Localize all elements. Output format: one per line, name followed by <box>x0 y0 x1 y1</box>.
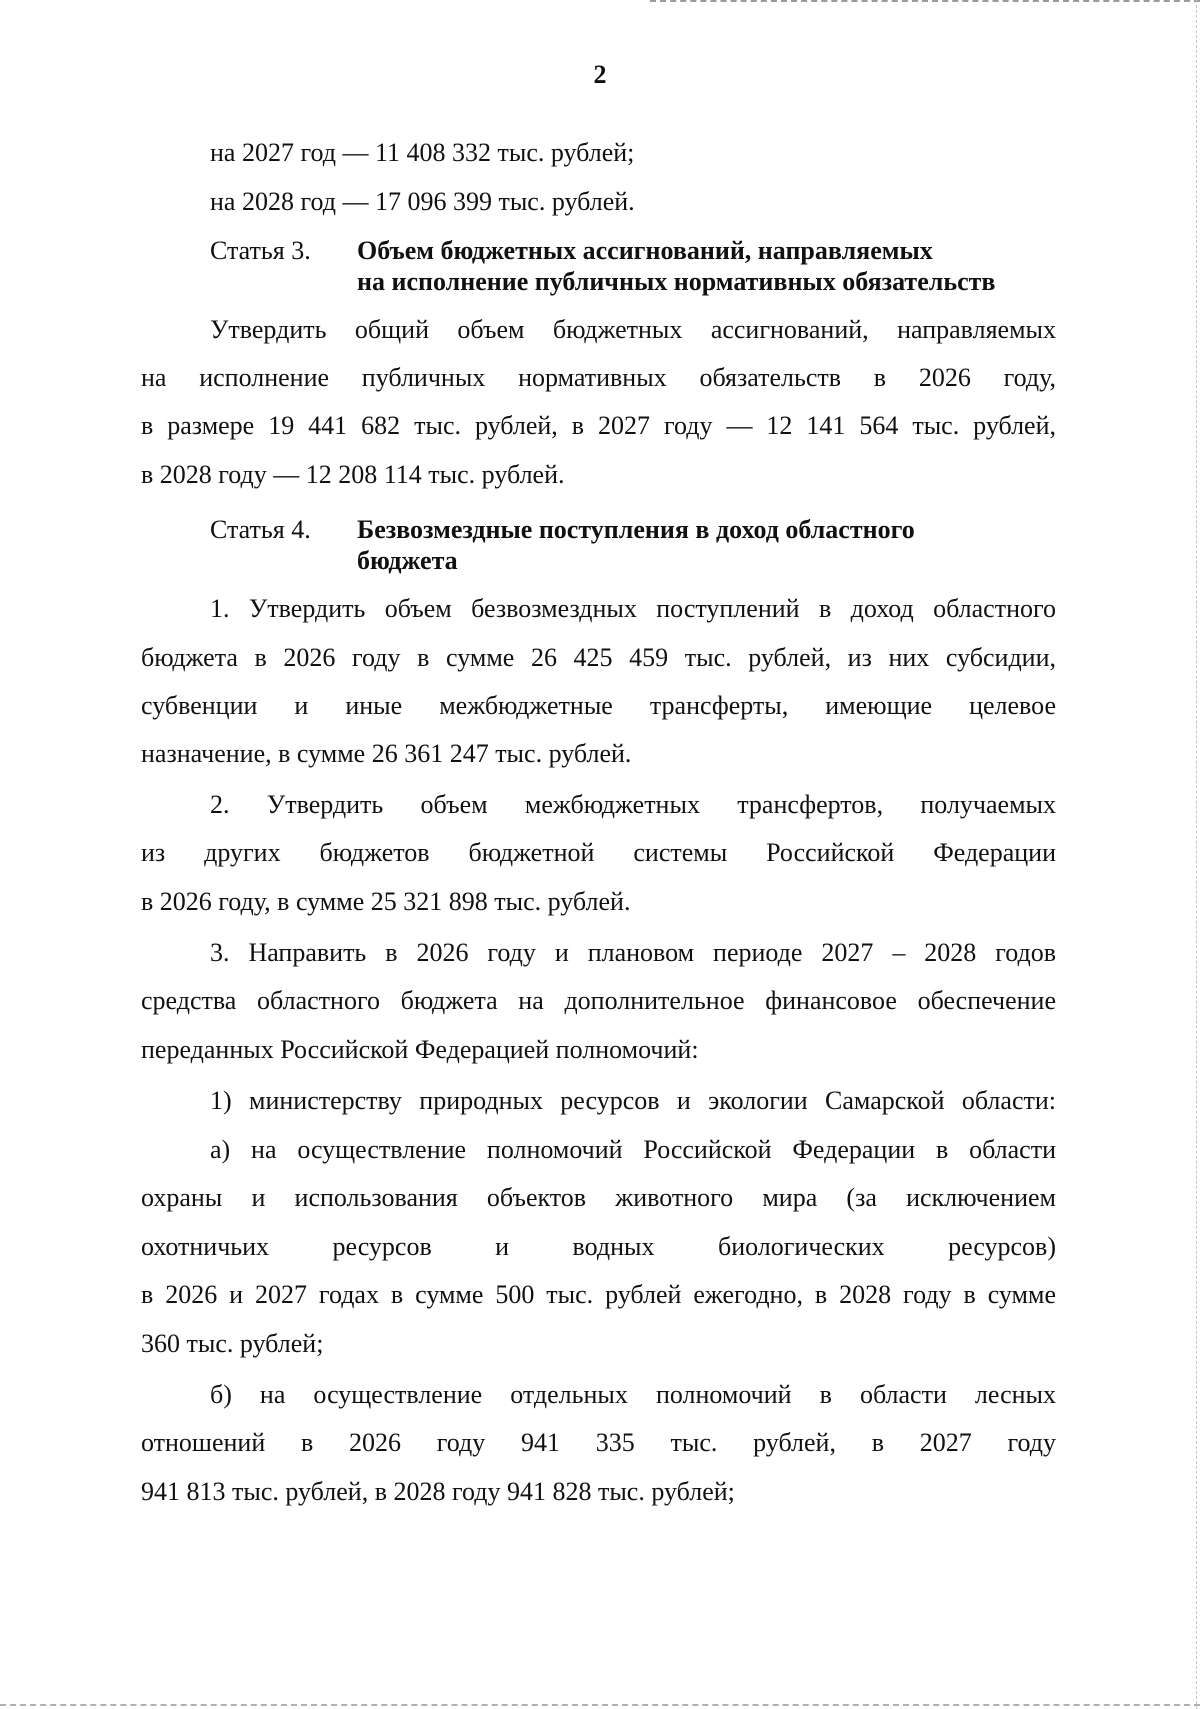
paragraph-line: охраны и использования объектов животного мира (за исключением <box>141 1183 1056 1212</box>
article-3-label: Статья 3. <box>210 236 311 265</box>
paragraph-line: 941 813 тыс. рублей, в 2028 году 941 828 тыс. рублей; <box>141 1477 735 1506</box>
paragraph-line: из других бюджетов бюджетной системы Российской Федерации <box>141 838 1056 867</box>
paragraph-line: назначение, в сумме 26 361 247 тыс. рублей. <box>141 739 632 768</box>
paragraph-line: 360 тыс. рублей; <box>141 1329 324 1358</box>
paragraph-line: б) на осуществление отдельных полномочий в области лесных <box>210 1380 1056 1409</box>
text-line: на 2027 год — 11 408 332 тыс. рублей; <box>210 138 635 167</box>
paragraph-line: в размере 19 441 682 тыс. рублей, в 2027 году — 12 141 564 тыс. рублей, <box>141 411 1056 440</box>
paragraph-line: в 2026 году, в сумме 25 321 898 тыс. рублей. <box>141 887 631 916</box>
scan-artifact-right <box>1196 0 1199 1709</box>
paragraph-line: субвенции и иные межбюджетные трансферты, имеющие целевое <box>141 691 1056 720</box>
paragraph-line: в 2026 и 2027 годах в сумме 500 тыс. рублей ежегодно, в 2028 году в сумме <box>141 1280 1056 1309</box>
paragraph-line: в 2028 году — 12 208 114 тыс. рублей. <box>141 460 565 489</box>
article-3-title-line-1: Объем бюджетных ассигнований, направляемых <box>357 236 933 265</box>
paragraph-line: средства областного бюджета на дополнительное финансовое обеспечение <box>141 986 1056 1015</box>
paragraph-line: 3. Направить в 2026 году и плановом периоде 2027 – 2028 годов <box>210 938 1056 967</box>
paragraph-line: на исполнение публичных нормативных обязательств в 2026 году, <box>141 363 1056 392</box>
page-number: 2 <box>593 60 607 89</box>
scan-artifact-top <box>650 0 1200 5</box>
text-line: на 2028 год — 17 096 399 тыс. рублей. <box>210 187 635 216</box>
paragraph-line: переданных Российской Федерацией полномочий: <box>141 1035 699 1064</box>
paragraph-line: 2. Утвердить объем межбюджетных трансфертов, получаемых <box>210 790 1056 819</box>
article-4-title-line-1: Безвозмездные поступления в доход областного <box>357 515 915 544</box>
paragraph-line: 1. Утвердить объем безвозмездных поступлений в доход областного <box>210 594 1056 623</box>
paragraph-line: а) на осуществление полномочий Российской Федерации в области <box>210 1135 1056 1164</box>
article-4-label: Статья 4. <box>210 515 311 544</box>
paragraph-line: 1) министерству природных ресурсов и экологии Самарской области: <box>210 1086 1056 1115</box>
article-4-title-line-2: бюджета <box>357 546 458 575</box>
scan-artifact-bottom <box>0 1704 1200 1708</box>
paragraph-line: охотничьих ресурсов и водных биологических ресурсов) <box>141 1232 1056 1261</box>
paragraph-line: бюджета в 2026 году в сумме 26 425 459 тыс. рублей, из них субсидии, <box>141 643 1056 672</box>
paragraph-line: отношений в 2026 году 941 335 тыс. рублей, в 2027 году <box>141 1428 1056 1457</box>
article-3-title-line-2: на исполнение публичных нормативных обязательств <box>357 267 996 296</box>
paragraph-line: Утвердить общий объем бюджетных ассигнований, направляемых <box>210 315 1056 344</box>
